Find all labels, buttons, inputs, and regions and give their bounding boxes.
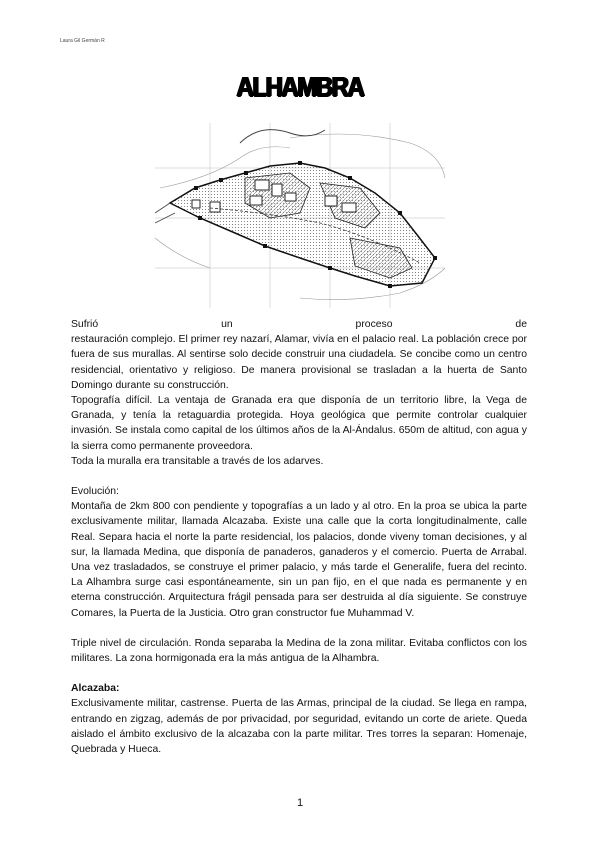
page-number: 1 xyxy=(296,797,304,809)
intro-paragraph-1: restauración complejo. El primer rey nazarí, Alamar, vivía en el palacio real. La población crece por fuera de sus murallas. Al sentirse solo decide construir una ciudadela. Se concibe como un centro residencial, orientativo y religioso. De manera provisional se trasladan a la huerta de Santo Domingo durante su construcción. xyxy=(71,334,527,391)
alhambra-plan-map xyxy=(150,118,450,313)
intro-first-line: Sufrió un proceso de xyxy=(71,319,527,330)
intro-paragraph-3: Toda la muralla era transitable a través de los adarves. xyxy=(71,455,324,467)
intro-paragraph-2: Topografía difícil. La ventaja de Granada era que disponía de un territorio libre, la Vega de Granada, y tenía la retaguardia protegida. Hoya geológica que permite controlar cualquier invasión. Se instala como capital de los últimos años de la Al-Ándalus. 650m de altitud, con agua y la sierra como permanente proveedora. xyxy=(71,395,527,452)
body-text xyxy=(71,317,527,757)
alcazaba-heading: Alcazaba: xyxy=(71,683,120,695)
evolucion-heading: Evolución: xyxy=(71,486,119,498)
evolucion-paragraph: Montaña de 2km 800 con pendiente y topografías a un lado y al otro. En la proa se ubica la parte exclusivamente militar, llamada Alcazaba. Existe una calle que la corta longitudinalmente, calle Real. Separa hacia el norte la parte residencial, los palacios, donde viveny toman decisiones, y al sur, la llamada Medina, que disponía de panaderos, ganaderos y el comercio. Puerta de Arrabal. Una vez trasladados, se construye el primer palacio, y más tarde el Generalife, fuera del recinto. La Alhambra surge casi espontáneamente, sin un pan fijo, en el que nada es permanente y en eterna construcción. Arquitectura frágil pensada para ser destruida al día siguiente. Se construye Comares, la Puerta de la Justicia. Otro gran constructor fue Muhammad V. xyxy=(71,501,527,619)
circulacion-paragraph: Triple nivel de circulación. Ronda separaba la Medina de la zona militar. Evitaba conflictos con los militares. La zona hormigonada era la más antigua de la Alhambra. xyxy=(71,637,527,665)
page-title: ALHAMBRA xyxy=(236,71,364,103)
alcazaba-paragraph: Exclusivamente militar, castrense. Puerta de las Armas, principal de la ciudad. Se llega en rampa, entrando en zigzag, además de por privacidad, por seguridad, evitando un corte de ariete. Queda aislado el ámbito exclusivo de la alcazaba con la parte militar. Tres torres la separan: Homenaje, Quebrada y Hueca. xyxy=(71,698,527,756)
author-header: Laura Gil Germán R xyxy=(60,38,105,44)
